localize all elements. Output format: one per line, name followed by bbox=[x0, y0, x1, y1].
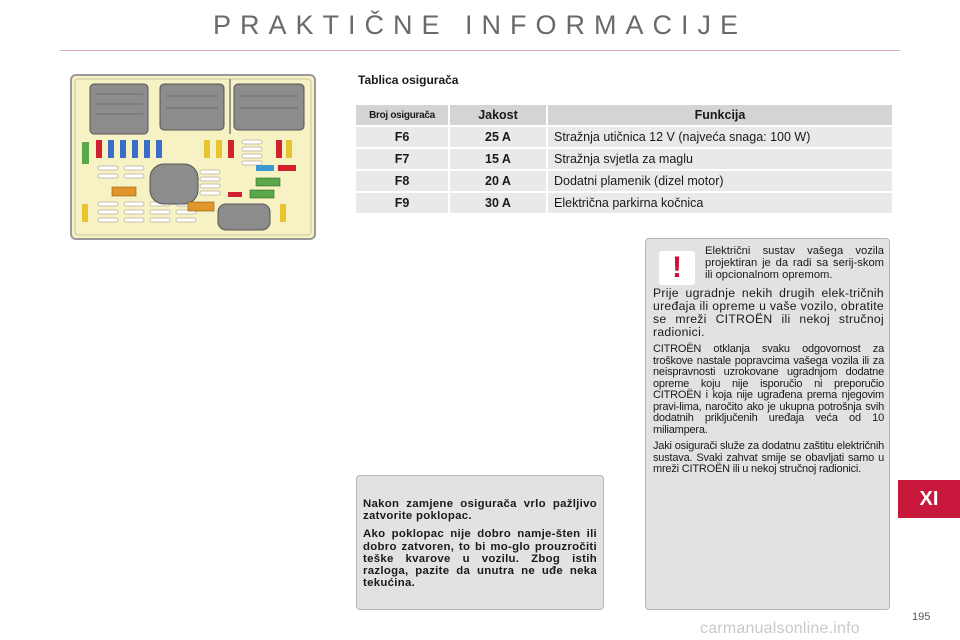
relay-block bbox=[160, 84, 224, 130]
relay-block bbox=[90, 84, 148, 134]
table-row bbox=[356, 193, 892, 213]
warning-paragraph: Jaki osigurači služe za dodatnu zaštitu električnih sustava. Svaki zahvat smije se obavljati samo u mreži CITROËN ili u nekoj stručnoj radionici. bbox=[653, 440, 884, 475]
fuse-function: Dodatni plamenik (dizel motor) bbox=[546, 171, 892, 191]
fuse bbox=[278, 165, 296, 171]
fuse bbox=[228, 140, 234, 158]
table-row bbox=[356, 127, 892, 147]
fuse-function: Stražnja svjetla za maglu bbox=[546, 149, 892, 169]
note-paragraph: Ako poklopac nije dobro namje-šten ili dobro zatvoren, to bi mo-glo prouzročiti teške kvarove u vozilu. Zbog istih razloga, pazite da unutra ne uđe neka tekućina. bbox=[363, 528, 597, 590]
fuse bbox=[276, 140, 282, 158]
fuse bbox=[204, 140, 210, 158]
fuse-number: F9 bbox=[356, 193, 448, 213]
column-header-function: Funkcija bbox=[546, 105, 892, 125]
table-row bbox=[356, 149, 892, 169]
column-header-rating: Jakost bbox=[448, 105, 546, 125]
fuse bbox=[82, 204, 88, 222]
warning-box bbox=[645, 238, 890, 610]
fuse-number: F8 bbox=[356, 171, 448, 191]
note-paragraph: Nakon zamjene osigurača vrlo pažljivo zatvorite poklopac. bbox=[363, 498, 597, 523]
column-header-number: Broj osigurača bbox=[356, 105, 448, 125]
fuse bbox=[280, 204, 286, 222]
fuse-function: Stražnja utičnica 12 V (najveća snaga: 100 W) bbox=[546, 127, 892, 147]
fuse bbox=[132, 140, 138, 158]
fuse bbox=[216, 140, 222, 158]
fuse-number: F6 bbox=[356, 127, 448, 147]
chapter-tab: XI bbox=[898, 480, 960, 518]
table-row bbox=[356, 171, 892, 191]
fuse bbox=[96, 140, 102, 158]
warning-paragraph: CITROËN otklanja svaku odgovornost za troškove nastale popravcima vašega vozila ili za neispravnosti uzrokovane ugradnjom dodatne opreme koju nije isporučio ni preporučio CITROËN i koja nije ugrađena prema njegovim pravi-lima, naročito ako je ukupna potrošnja svih dodatnih priključenih uređaja veća od 10 miliampera. bbox=[653, 343, 884, 436]
table-header-row bbox=[356, 105, 892, 125]
page-title: PRAKTIČNE INFORMACIJE bbox=[212, 10, 748, 40]
fuse bbox=[108, 140, 114, 158]
relay-round bbox=[150, 164, 198, 204]
fuse-rating: 15 A bbox=[448, 149, 546, 169]
fuse-box-diagram bbox=[70, 74, 316, 240]
page-number: 195 bbox=[912, 611, 931, 623]
fuse-table bbox=[356, 103, 892, 215]
fuse bbox=[228, 192, 242, 197]
fuse bbox=[256, 165, 274, 171]
note-box bbox=[356, 475, 604, 610]
fuse bbox=[156, 140, 162, 158]
exclamation-glyph: ! bbox=[672, 251, 682, 284]
fuse bbox=[82, 142, 89, 164]
exclamation-icon bbox=[659, 251, 695, 285]
fuse-number: F7 bbox=[356, 149, 448, 169]
warning-paragraph: Električni sustav vašega vozila projektiran je da radi sa serij-skom ili opcionalnom opremom. bbox=[705, 245, 884, 281]
relay-block bbox=[234, 84, 304, 130]
fuse-rating: 20 A bbox=[448, 171, 546, 191]
fuse-rating: 30 A bbox=[448, 193, 546, 213]
fuse bbox=[120, 140, 126, 158]
fuse bbox=[112, 187, 136, 196]
fuse bbox=[286, 140, 292, 158]
title-divider bbox=[60, 50, 900, 51]
fuse bbox=[250, 190, 274, 198]
fuse bbox=[144, 140, 150, 158]
section-heading: Tablica osigurača bbox=[358, 73, 459, 87]
warning-paragraph: Prije ugradnje nekih drugih elek-tričnih uređaja ili opreme u vaše vozilo, obratite se mreži CITROËN ili nekoj stručnoj radionici. bbox=[653, 286, 884, 339]
relay-round bbox=[218, 204, 270, 230]
fuse-rating: 25 A bbox=[448, 127, 546, 147]
fuse-function: Električna parkirna kočnica bbox=[546, 193, 892, 213]
fuse bbox=[256, 178, 280, 186]
watermark: carmanualsonline.info bbox=[700, 620, 860, 637]
fuse bbox=[188, 202, 214, 211]
